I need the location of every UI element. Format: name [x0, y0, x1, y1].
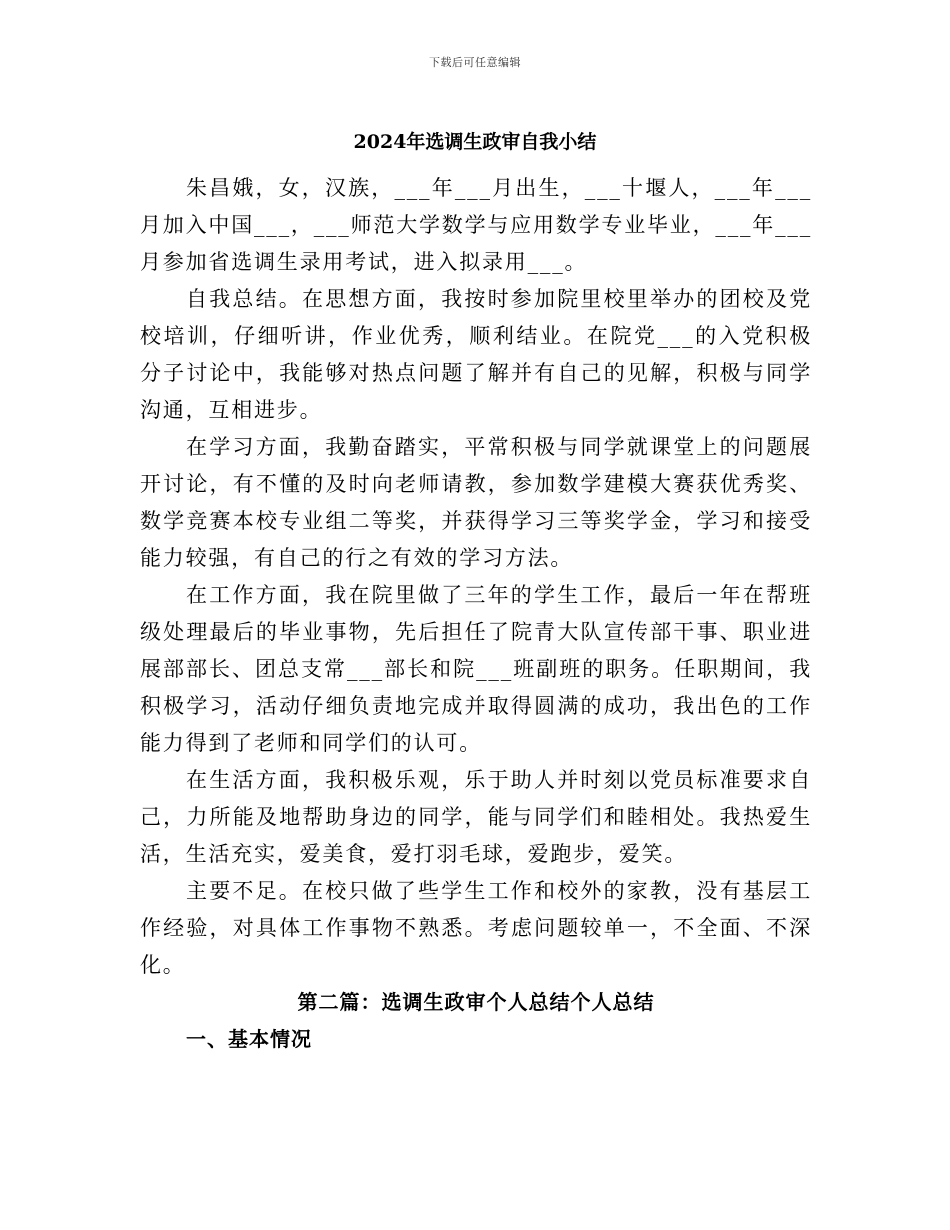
- section-title: 第二篇：选调生政审个人总结个人总结: [297, 990, 655, 1014]
- document-title: 2024年选调生政审自我小结: [353, 131, 597, 153]
- paragraph-study: 在学习方面，我勤奋踏实，平常积极与同学就课堂上的问题展开讨论，有不懂的及时向老师请教，参加数学建模大赛获优秀奖、数学竞赛本校专业组二等奖，并获得学习三等奖学金，学习和接受能力较强，有自己的行之有效的学习方法。: [140, 435, 812, 570]
- header-note: 下载后可任意编辑: [429, 56, 521, 69]
- subsection-title: 一、基本情况: [186, 1027, 312, 1051]
- paragraph-work: 在工作方面，我在院里做了三年的学生工作，最后一年在帮班级处理最后的毕业事物，先后担任了院青大队宣传部干事、职业进展部部长、团总支常___部长和院___班副班的职务。任职期间，我积极学习，活动仔细负责地完成并取得圆满的成功，我出色的工作能力得到了老师和同学们的认可。: [140, 583, 812, 755]
- document-body: [140, 170, 812, 1058]
- paragraph-shortcomings: 主要不足。在校只做了些学生工作和校外的家教，没有基层工作经验，对具体工作事物不熟悉。考虑问题较单一，不全面、不深化。: [140, 879, 812, 977]
- paragraph-intro: 朱昌娥，女，汉族，___年___月出生，___十堰人，___年___月加入中国___，___师范大学数学与应用数学专业毕业，___年___月参加省选调生录用考试，进入拟录用___。: [140, 176, 812, 274]
- paragraph-life: 在生活方面，我积极乐观，乐于助人并时刻以党员标准要求自己，力所能及地帮助身边的同学，能与同学们和睦相处。我热爱生活，生活充实，爱美食，爱打羽毛球，爱跑步，爱笑。: [140, 768, 812, 866]
- paragraph-ideology: 自我总结。在思想方面，我按时参加院里校里举办的团校及党校培训，仔细听讲，作业优秀，顺利结业。在院党___的入党积极分子讨论中，我能够对热点问题了解并有自己的见解，积极与同学沟通，互相进步。: [140, 287, 812, 422]
